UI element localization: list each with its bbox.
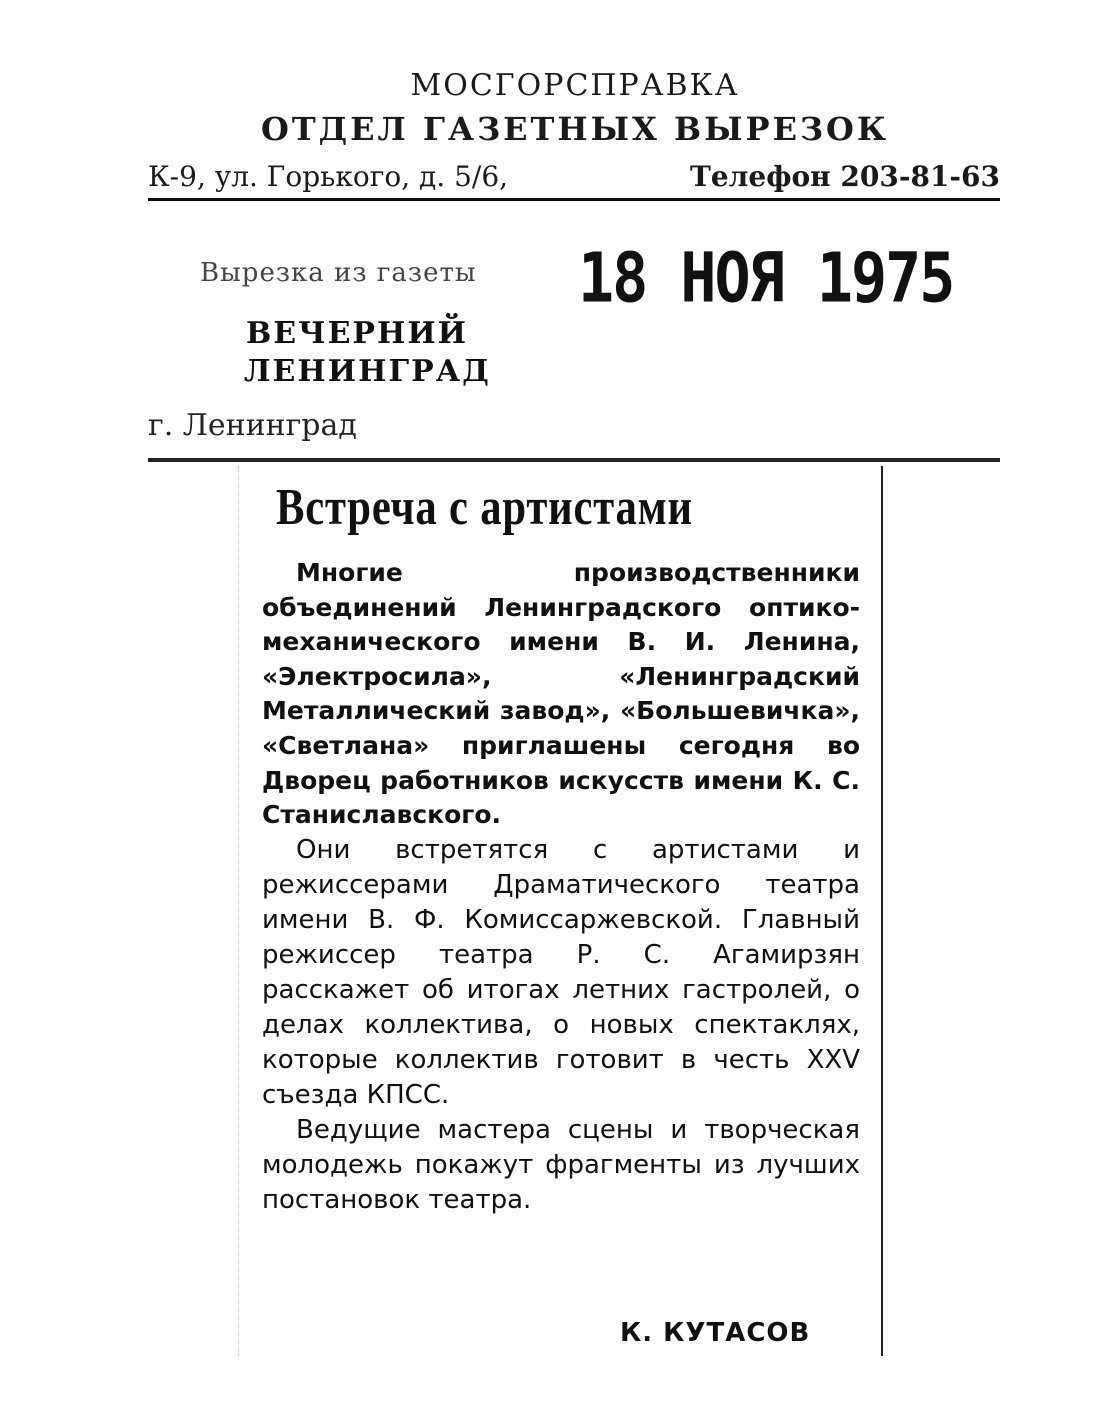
agency-name: МОСГОРСПРАВКА (410, 68, 740, 103)
article-byline: К. КУТАСОВ (620, 1318, 811, 1348)
date-stamp: 18 НОЯ 1975 (578, 238, 954, 319)
address-line (148, 158, 1000, 201)
article-paragraph: Многие производственники объединений Ленинградского оптико-механического имени В. И. Ленина, «Электросила», «Ленинградский Металлический завод», «Большевичка», «Светлана» приглашены сегодня во Дворец работников искусств имени К. С. Станиславского. (262, 558, 860, 830)
agency-phone: Телефон 203-81-63 (690, 160, 1000, 193)
article-body (262, 556, 860, 1218)
article-paragraph: Ведущие мастера сцены и творческая молодежь покажут фрагменты из лучших постановок театра. (262, 1114, 860, 1215)
header-divider (148, 458, 1000, 462)
newspaper-name-line2: ЛЕНИНГРАД (244, 354, 491, 389)
clipping-source-label: Вырезка из газеты (200, 258, 477, 288)
newspaper-city: г. Ленинград (148, 408, 357, 443)
article-headline: Встреча с артистами (276, 479, 693, 536)
article-paragraph: Они встретятся с артистами и режиссерами Драматического театра имени В. Ф. Комиссаржевской. Главный режиссер театра Р. С. Агамирзян расскажет об итогах летних гастролей, о делах коллектива, о новых спектаклях, которые коллектив готовит в честь XXV съезда КПСС. (262, 834, 860, 1110)
newspaper-name-line1: ВЕЧЕРНИЙ (245, 316, 469, 351)
department-name: ОТДЕЛ ГАЗЕТНЫХ ВЫРЕЗОК (260, 110, 890, 148)
newspaper-name (236, 315, 491, 391)
agency-address: К-9, ул. Горького, д. 5/6, (148, 160, 509, 193)
